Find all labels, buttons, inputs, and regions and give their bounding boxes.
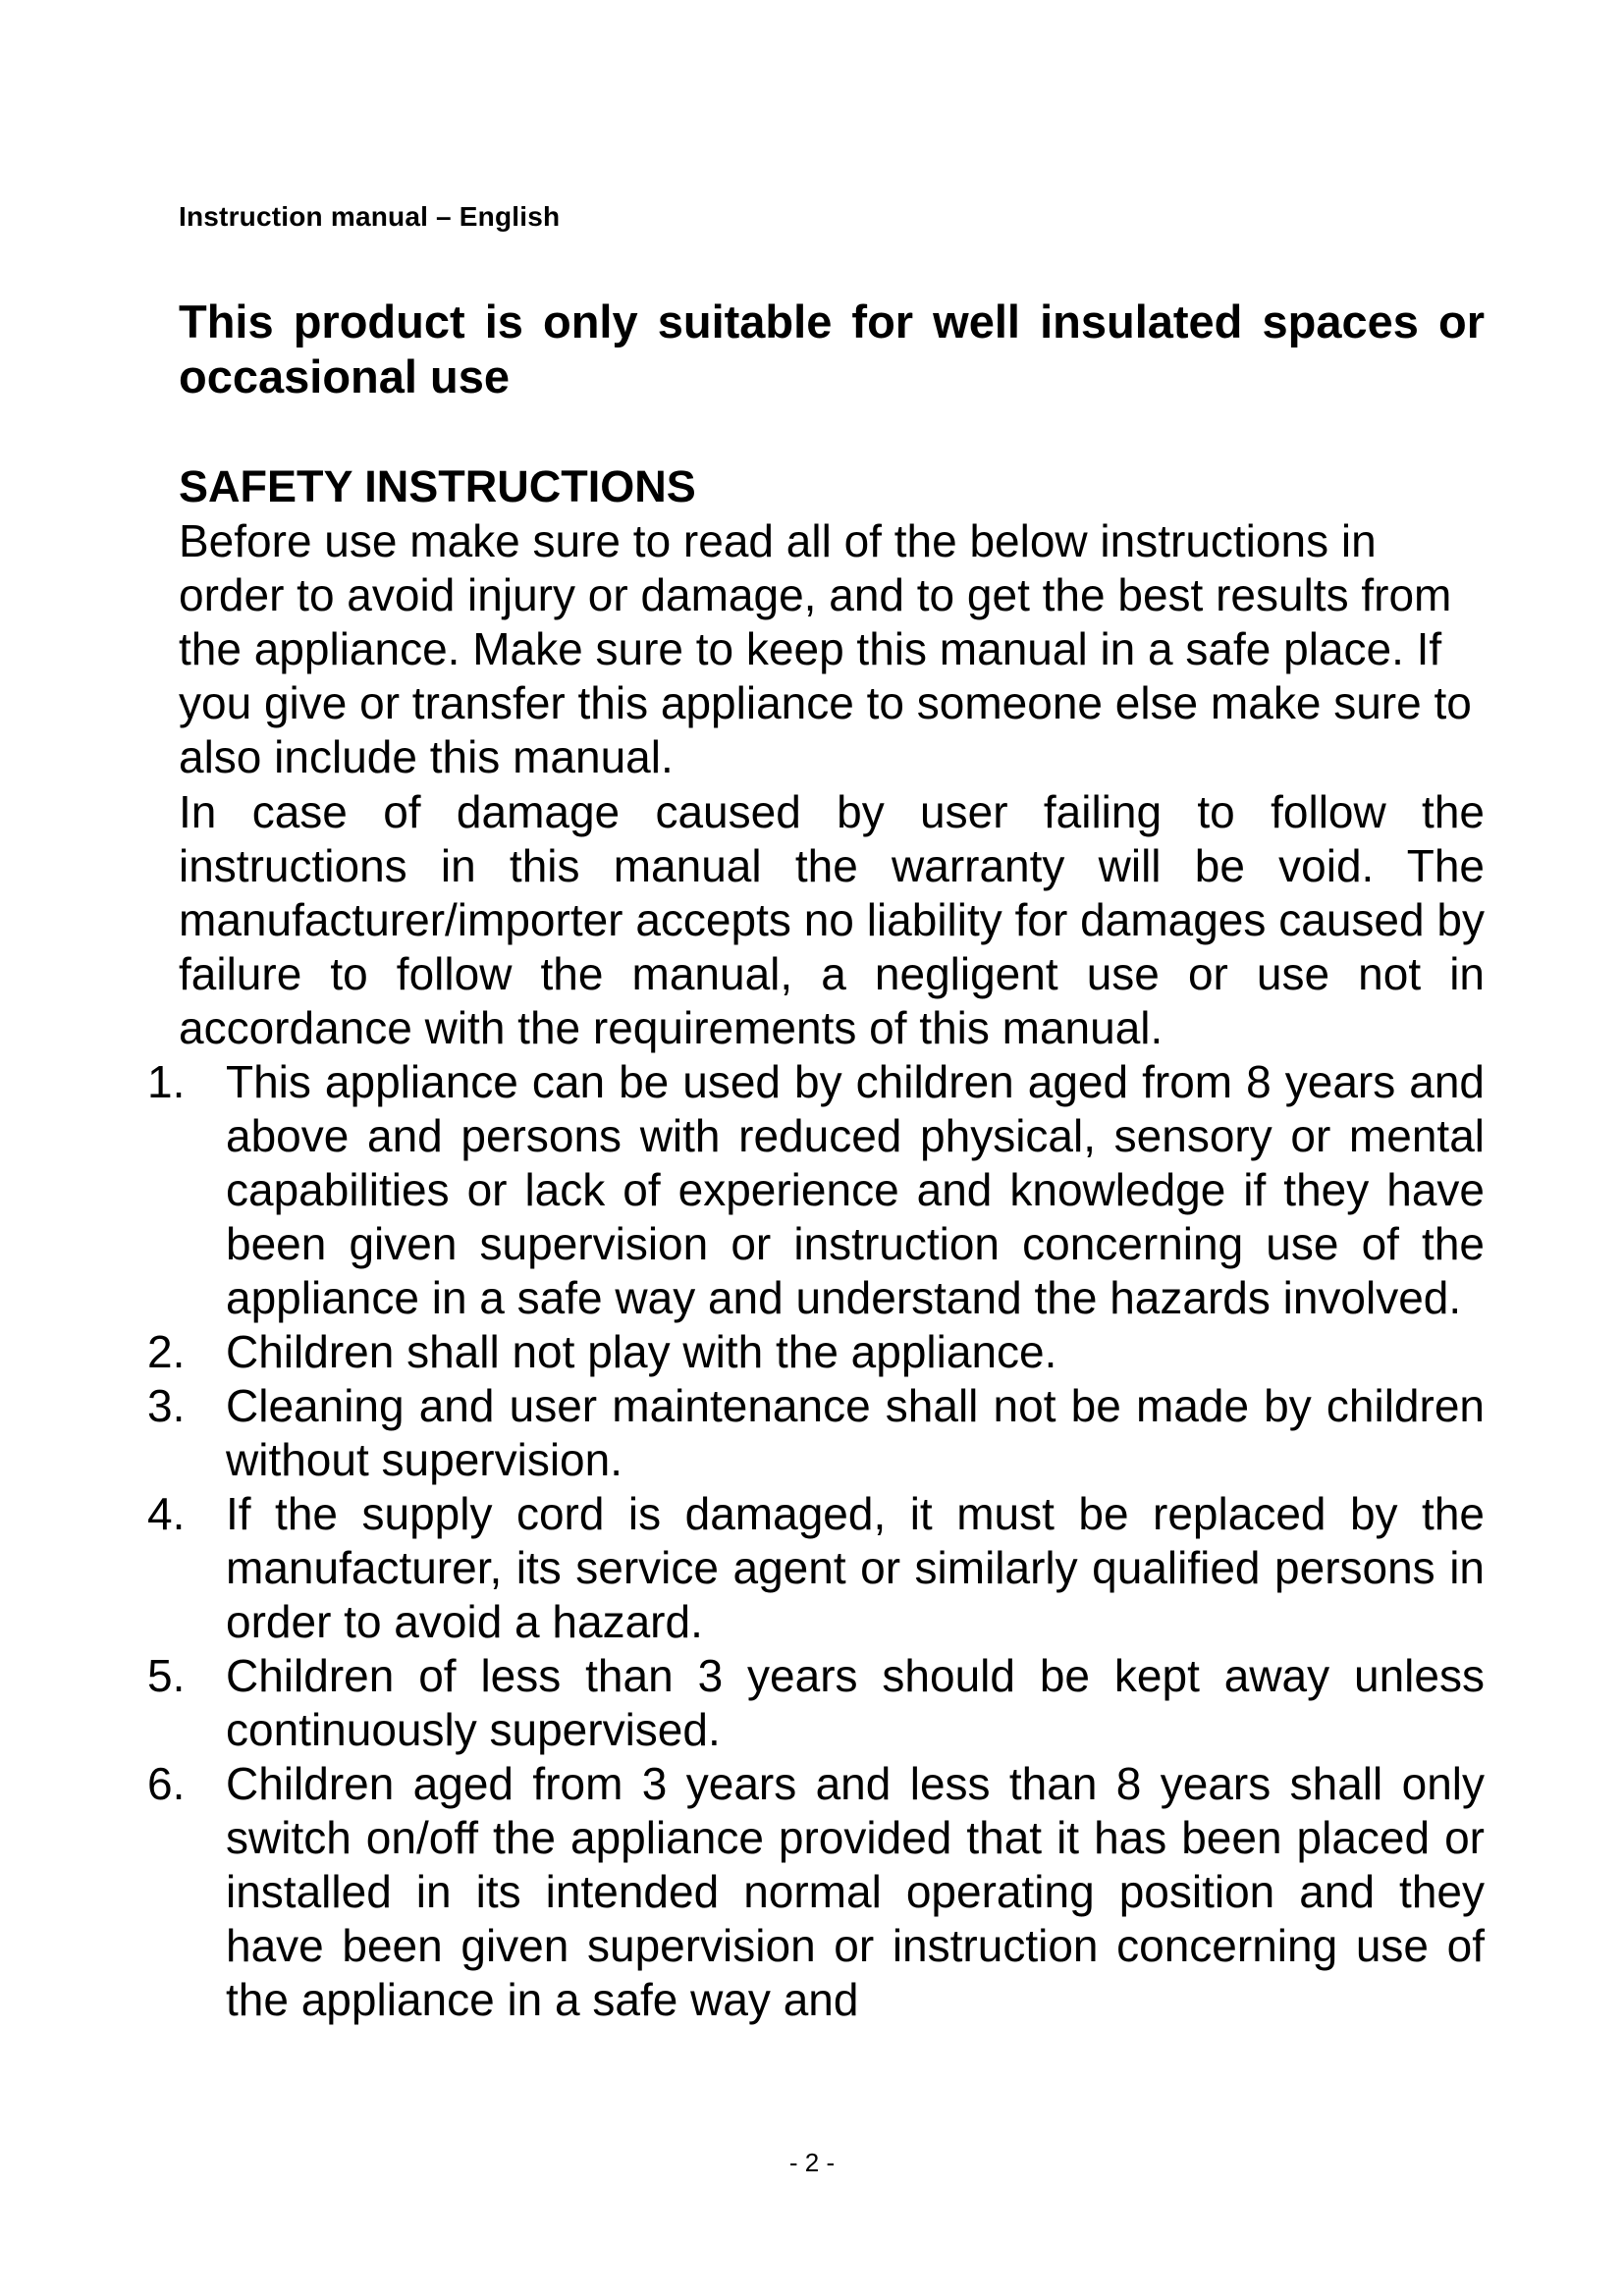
list-item-number: 4. <box>147 1488 186 1539</box>
list-item <box>147 1379 1485 1487</box>
suitability-notice: This product is only suitable for well insulated spaces or occasional use <box>179 295 1485 402</box>
list-item-number: 1. <box>147 1056 186 1107</box>
list-item <box>147 1055 1485 1325</box>
list-item-text: Cleaning and user maintenance shall not be made by children without supervision. <box>226 1380 1485 1485</box>
list-item-number: 5. <box>147 1650 186 1701</box>
list-item-text: Children shall not play with the appliance. <box>226 1326 1057 1377</box>
list-item-text: This appliance can be used by children aged from 8 years and above and persons with reduced physical, sensory or mental capabilities or lack of experience and knowledge if they have been given supervision or instruction concerning use of the appliance in a safe way and understand the hazards involved. <box>226 1056 1485 1323</box>
intro-paragraph: Before use make sure to read all of the below instructions in order to avoid injury or damage, and to get the best results from the appliance. Make sure to keep this manual in a safe place. If you give or transfer this appliance to someone else make sure to also include this manual. <box>179 515 1472 782</box>
list-item <box>147 1649 1485 1757</box>
list-item-text: Children of less than 3 years should be kept away unless continuously supervised. <box>226 1650 1485 1755</box>
list-item-text: Children aged from 3 years and less than 8 years shall only switch on/off the appliance provided that it has been placed or installed in its intended normal operating position and they have been given supervision or instruction concerning use of the appliance in a safe way and <box>226 1758 1485 2025</box>
list-item-number: 2. <box>147 1326 186 1377</box>
section-heading: SAFETY INSTRUCTIONS <box>179 461 696 511</box>
list-item <box>147 1325 1485 1379</box>
list-item-text: If the supply cord is damaged, it must be replaced by the manufacturer, its service agent or similarly qualified persons in order to avoid a hazard. <box>226 1488 1485 1647</box>
warranty-paragraph: In case of damage caused by user failing to follow the instructions in this manual the warranty will be void. The manufacturer/importer accepts no liability for damages caused by failure to follow the manual, a negligent use or use not in accordance with the requirements of this manual. <box>179 786 1485 1053</box>
list-item-number: 3. <box>147 1380 186 1431</box>
running-header: Instruction manual – English <box>179 201 561 232</box>
page-number: - 2 - <box>788 2148 836 2177</box>
safety-instructions-list <box>147 1055 1485 2027</box>
list-item-number: 6. <box>147 1758 186 1809</box>
list-item <box>147 1487 1485 1649</box>
list-item <box>147 1757 1485 2027</box>
